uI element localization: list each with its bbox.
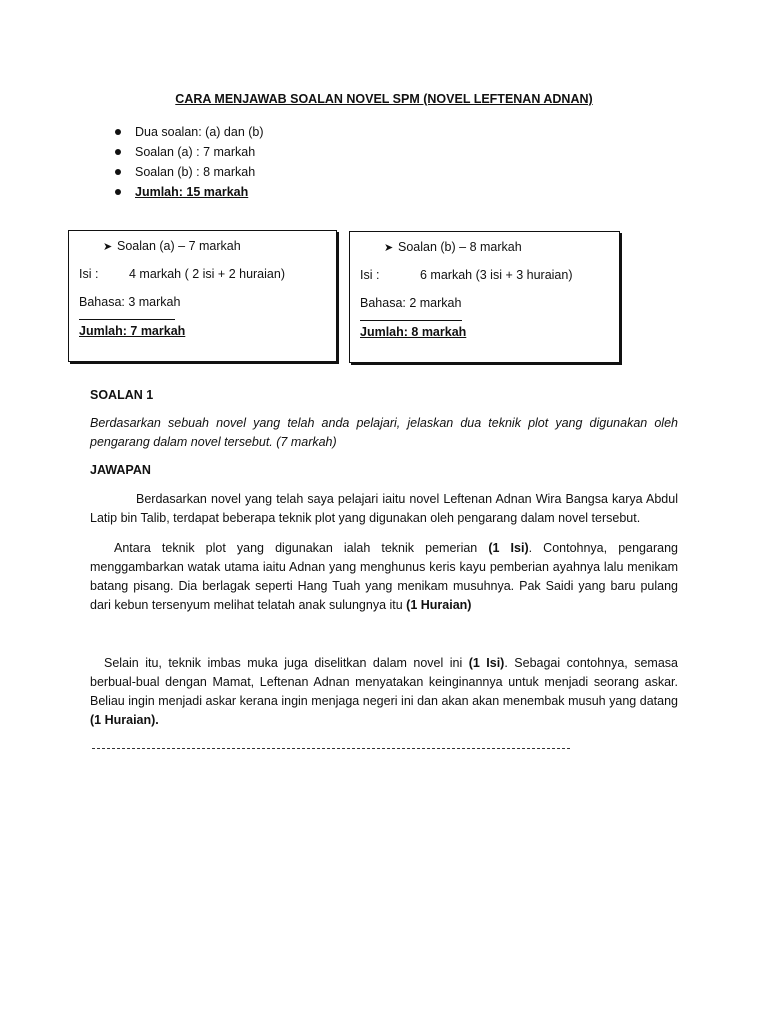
soalan-heading: SOALAN 1 <box>90 388 154 402</box>
bullet-icon <box>115 169 121 175</box>
mark-huraian: (1 Huraian) <box>90 713 156 727</box>
bullet-icon <box>115 149 121 155</box>
dashed-separator <box>92 748 570 749</box>
list-item: Soalan (b) : 8 markah <box>112 162 264 182</box>
bahasa-row: Bahasa: 2 markah <box>360 296 462 310</box>
isi-row: Isi : 6 markah (3 isi + 3 huraian) <box>360 268 573 282</box>
box-soalan-a <box>68 230 337 362</box>
mark-isi: (1 Isi) <box>468 656 505 670</box>
mark-huraian: (1 Huraian) <box>406 598 472 612</box>
jumlah-row: Jumlah: 7 markah <box>79 324 186 338</box>
answer-paragraph-1: Berdasarkan novel yang telah saya pelajari iaitu novel Leftenan Adnan Wira Bangsa karya Abdul Latip bin Talib, terdapat beberapa teknik plot yang digunakan oleh pengarang dalam novel tersebut. <box>90 492 678 525</box>
question-text: Berdasarkan sebuah novel yang telah anda pelajari, jelaskan dua teknik plot yang digunakan oleh pengarang dalam novel tersebut. (7 markah) <box>90 416 678 449</box>
jumlah-row: Jumlah: 8 markah <box>360 325 467 339</box>
divider <box>360 320 462 321</box>
list-item: Dua soalan: (a) dan (b) <box>112 122 264 142</box>
box-heading: ➤ Soalan (a) – 7 markah <box>103 239 241 253</box>
list-item-total: Jumlah: 15 markah <box>112 182 264 202</box>
list-item: Soalan (a) : 7 markah <box>112 142 264 162</box>
arrow-icon: ➤ <box>384 242 394 254</box>
answer-paragraph-3: Selain itu, teknik imbas muka juga diselitkan dalam novel ini (1 Isi). Sebagai contohnya, semasa berbual-bual dengan Mamat, Leftenan Adnan menyatakan keinginannya untuk menjadi seorang askar. Beliau ingin menjadi askar kerana ingin menjaga negeri ini dan akan akan menembak musuh yang datang (1 Huraian). <box>90 656 678 727</box>
isi-row: Isi : 4 markah ( 2 isi + 2 huraian) <box>79 267 285 281</box>
mark-isi: (1 Isi) <box>488 541 529 555</box>
box-heading: ➤ Soalan (b) – 8 markah <box>384 240 522 254</box>
bullet-icon <box>115 129 121 135</box>
box-soalan-b <box>349 231 620 363</box>
bullet-list <box>112 122 264 202</box>
answer-paragraph-2: Antara teknik plot yang digunakan ialah teknik pemerian (1 Isi). Contohnya, pengarang menggambarkan watak utama iaitu Adnan yang menghunus keris kayu pemberian ayahnya lalu menikam batang pisang. Dia berlagak seperti Hang Tuah yang menikam musuhnya. Pak Saidi yang baru pulang dari kebun tersenyum melihat telatah anak sulungnya itu (1 Huraian) <box>90 541 678 612</box>
page-title: CARA MENJAWAB SOALAN NOVEL SPM (NOVEL LEFTENAN ADNAN) <box>175 92 593 106</box>
divider <box>79 319 175 320</box>
arrow-icon: ➤ <box>103 241 113 253</box>
bullet-icon <box>115 189 121 195</box>
jawapan-heading: JAWAPAN <box>90 463 151 477</box>
bahasa-row: Bahasa: 3 markah <box>79 295 181 309</box>
